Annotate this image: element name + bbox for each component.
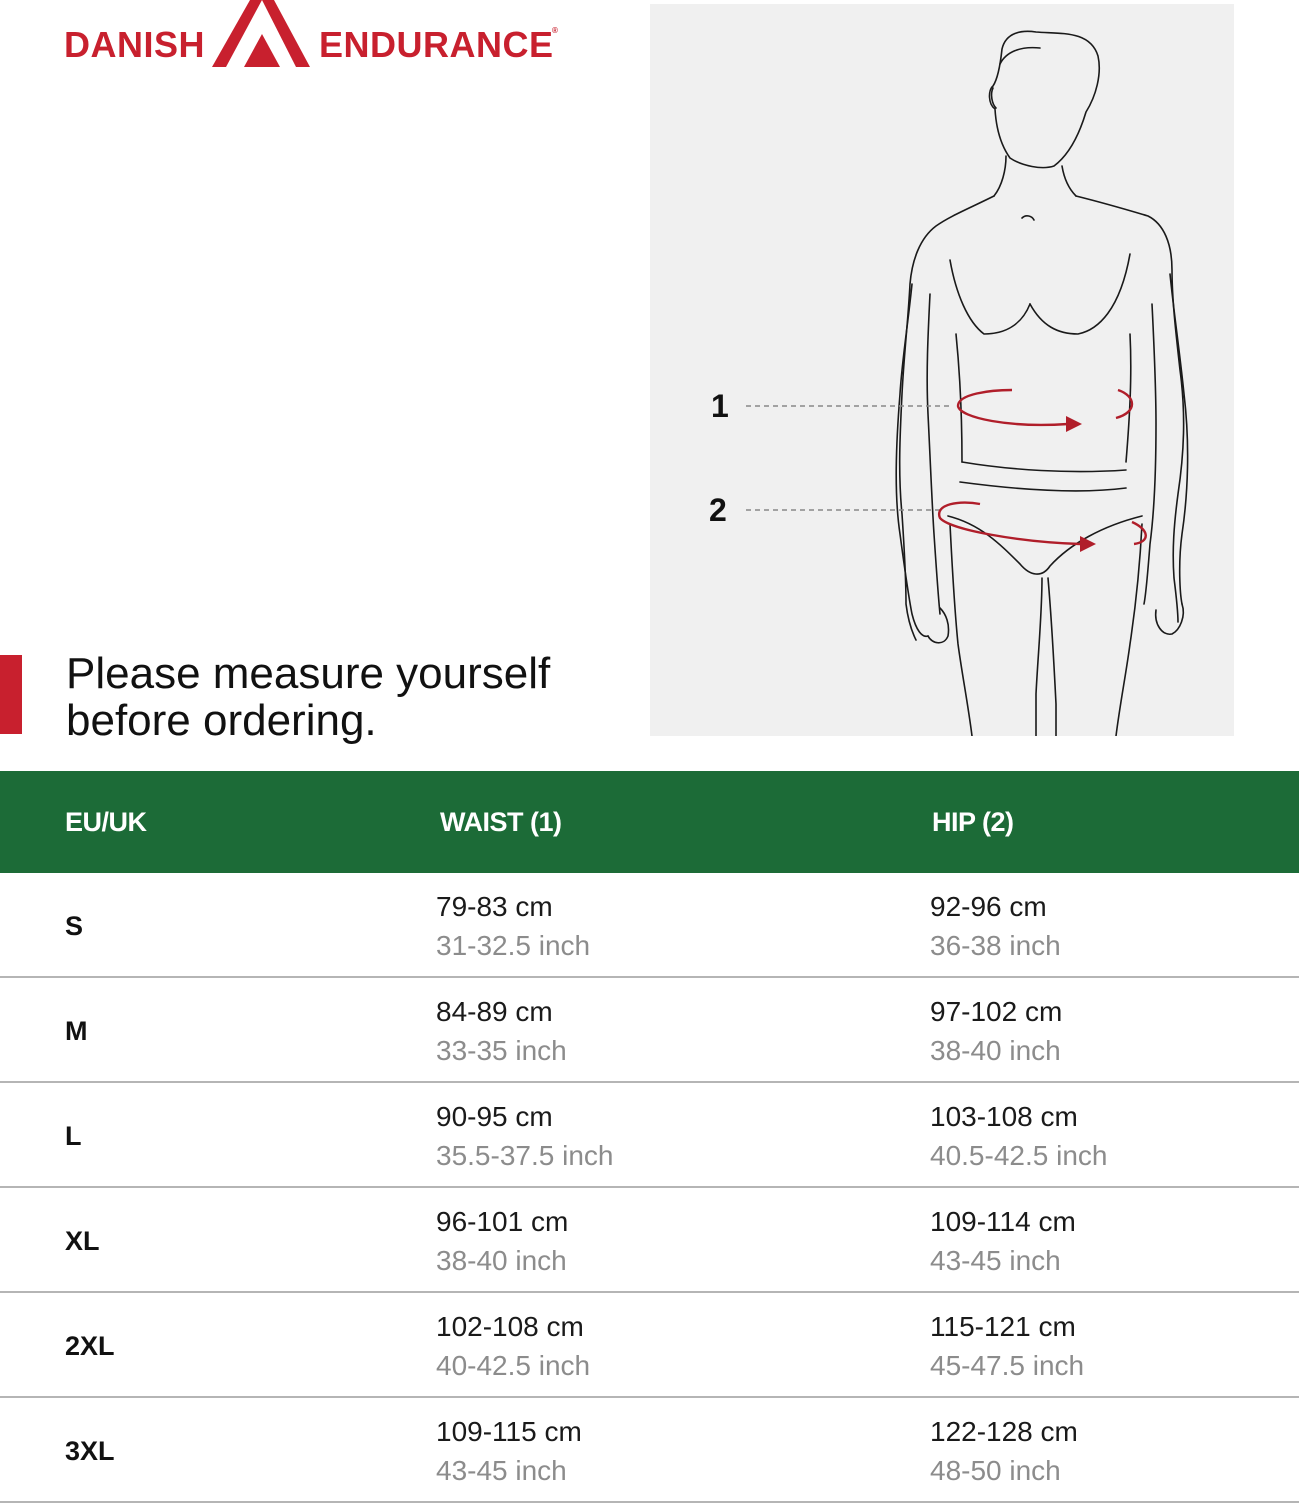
hip-loop-arrow bbox=[939, 503, 1080, 544]
waist-cell bbox=[436, 887, 590, 965]
waist-cm: 90-95 cm bbox=[436, 1101, 553, 1132]
waist-loop-back bbox=[1116, 390, 1132, 418]
table-row bbox=[0, 1188, 1299, 1293]
hip-marker-label: 2 bbox=[709, 492, 727, 528]
table-row bbox=[0, 1398, 1299, 1503]
hip-arrowhead-icon bbox=[1080, 536, 1096, 552]
column-header-hip: HIP (2) bbox=[932, 807, 1014, 837]
waist-cell bbox=[436, 992, 567, 1070]
hip-cell bbox=[930, 1307, 1084, 1385]
waist-inch: 33-35 inch bbox=[436, 1035, 567, 1066]
hip-inch: 36-38 inch bbox=[930, 930, 1061, 961]
hip-inch: 38-40 inch bbox=[930, 1035, 1061, 1066]
hip-inch: 43-45 inch bbox=[930, 1245, 1061, 1276]
waist-inch: 31-32.5 inch bbox=[436, 930, 591, 961]
waist-loop-arrow bbox=[958, 390, 1068, 425]
hip-cell bbox=[930, 992, 1062, 1070]
body-measurement-figure bbox=[650, 4, 1234, 736]
waist-cell bbox=[436, 1307, 590, 1385]
waist-inch: 43-45 inch bbox=[436, 1455, 567, 1486]
size-cell: 2XL bbox=[65, 1331, 115, 1361]
waist-cm: 84-89 cm bbox=[436, 996, 553, 1027]
waist-inch: 35.5-37.5 inch bbox=[436, 1140, 614, 1171]
hip-cm: 109-114 cm bbox=[930, 1206, 1076, 1237]
headline-accent-bar bbox=[0, 655, 22, 734]
hip-cm: 115-121 cm bbox=[930, 1311, 1076, 1342]
table-row bbox=[0, 873, 1299, 978]
table-row bbox=[0, 1293, 1299, 1398]
hip-cell bbox=[930, 1097, 1107, 1175]
headline-line-1: Please measure yourself bbox=[66, 649, 551, 698]
hip-cell bbox=[930, 1202, 1076, 1280]
size-cell: S bbox=[65, 911, 84, 941]
hip-cm: 97-102 cm bbox=[930, 996, 1063, 1027]
brand-word-left: DANISH bbox=[64, 24, 206, 65]
waist-cm: 102-108 cm bbox=[436, 1311, 584, 1342]
waist-inch: 38-40 inch bbox=[436, 1245, 567, 1276]
measure-headline bbox=[66, 650, 626, 744]
waist-cell bbox=[436, 1412, 582, 1490]
brand-logo bbox=[64, 0, 584, 70]
hip-loop-back bbox=[1132, 522, 1146, 544]
table-row bbox=[0, 978, 1299, 1083]
brand-word-right: ENDURANCE bbox=[319, 24, 554, 65]
size-table-body bbox=[0, 873, 1299, 1503]
headline-line-2: before ordering. bbox=[66, 696, 377, 745]
hip-cell bbox=[930, 887, 1061, 965]
logo-mountain-icon bbox=[212, 0, 312, 70]
size-cell: 3XL bbox=[65, 1436, 115, 1466]
waist-cm: 79-83 cm bbox=[436, 891, 553, 922]
waist-marker-label: 1 bbox=[711, 388, 729, 424]
waist-inch: 40-42.5 inch bbox=[436, 1350, 591, 1381]
measurement-guides bbox=[650, 4, 1234, 736]
hip-cm: 103-108 cm bbox=[930, 1101, 1078, 1132]
registered-mark: ® bbox=[552, 26, 558, 35]
hip-inch: 40.5-42.5 inch bbox=[930, 1140, 1108, 1171]
hip-inch: 45-47.5 inch bbox=[930, 1350, 1085, 1381]
size-table-header bbox=[0, 771, 1299, 873]
hip-cm: 122-128 cm bbox=[930, 1416, 1078, 1447]
waist-cell bbox=[436, 1097, 613, 1175]
hip-cm: 92-96 cm bbox=[930, 891, 1047, 922]
column-header-waist: WAIST (1) bbox=[440, 807, 562, 837]
waist-cm: 96-101 cm bbox=[436, 1206, 569, 1237]
size-cell: L bbox=[65, 1121, 82, 1151]
table-row bbox=[0, 1083, 1299, 1188]
column-header-size: EU/UK bbox=[65, 807, 147, 837]
waist-cell bbox=[436, 1202, 568, 1280]
hip-cell bbox=[930, 1412, 1078, 1490]
size-cell: XL bbox=[65, 1226, 100, 1256]
size-cell: M bbox=[65, 1016, 88, 1046]
waist-arrowhead-icon bbox=[1066, 416, 1082, 432]
waist-cm: 109-115 cm bbox=[436, 1416, 582, 1447]
hip-inch: 48-50 inch bbox=[930, 1455, 1061, 1486]
